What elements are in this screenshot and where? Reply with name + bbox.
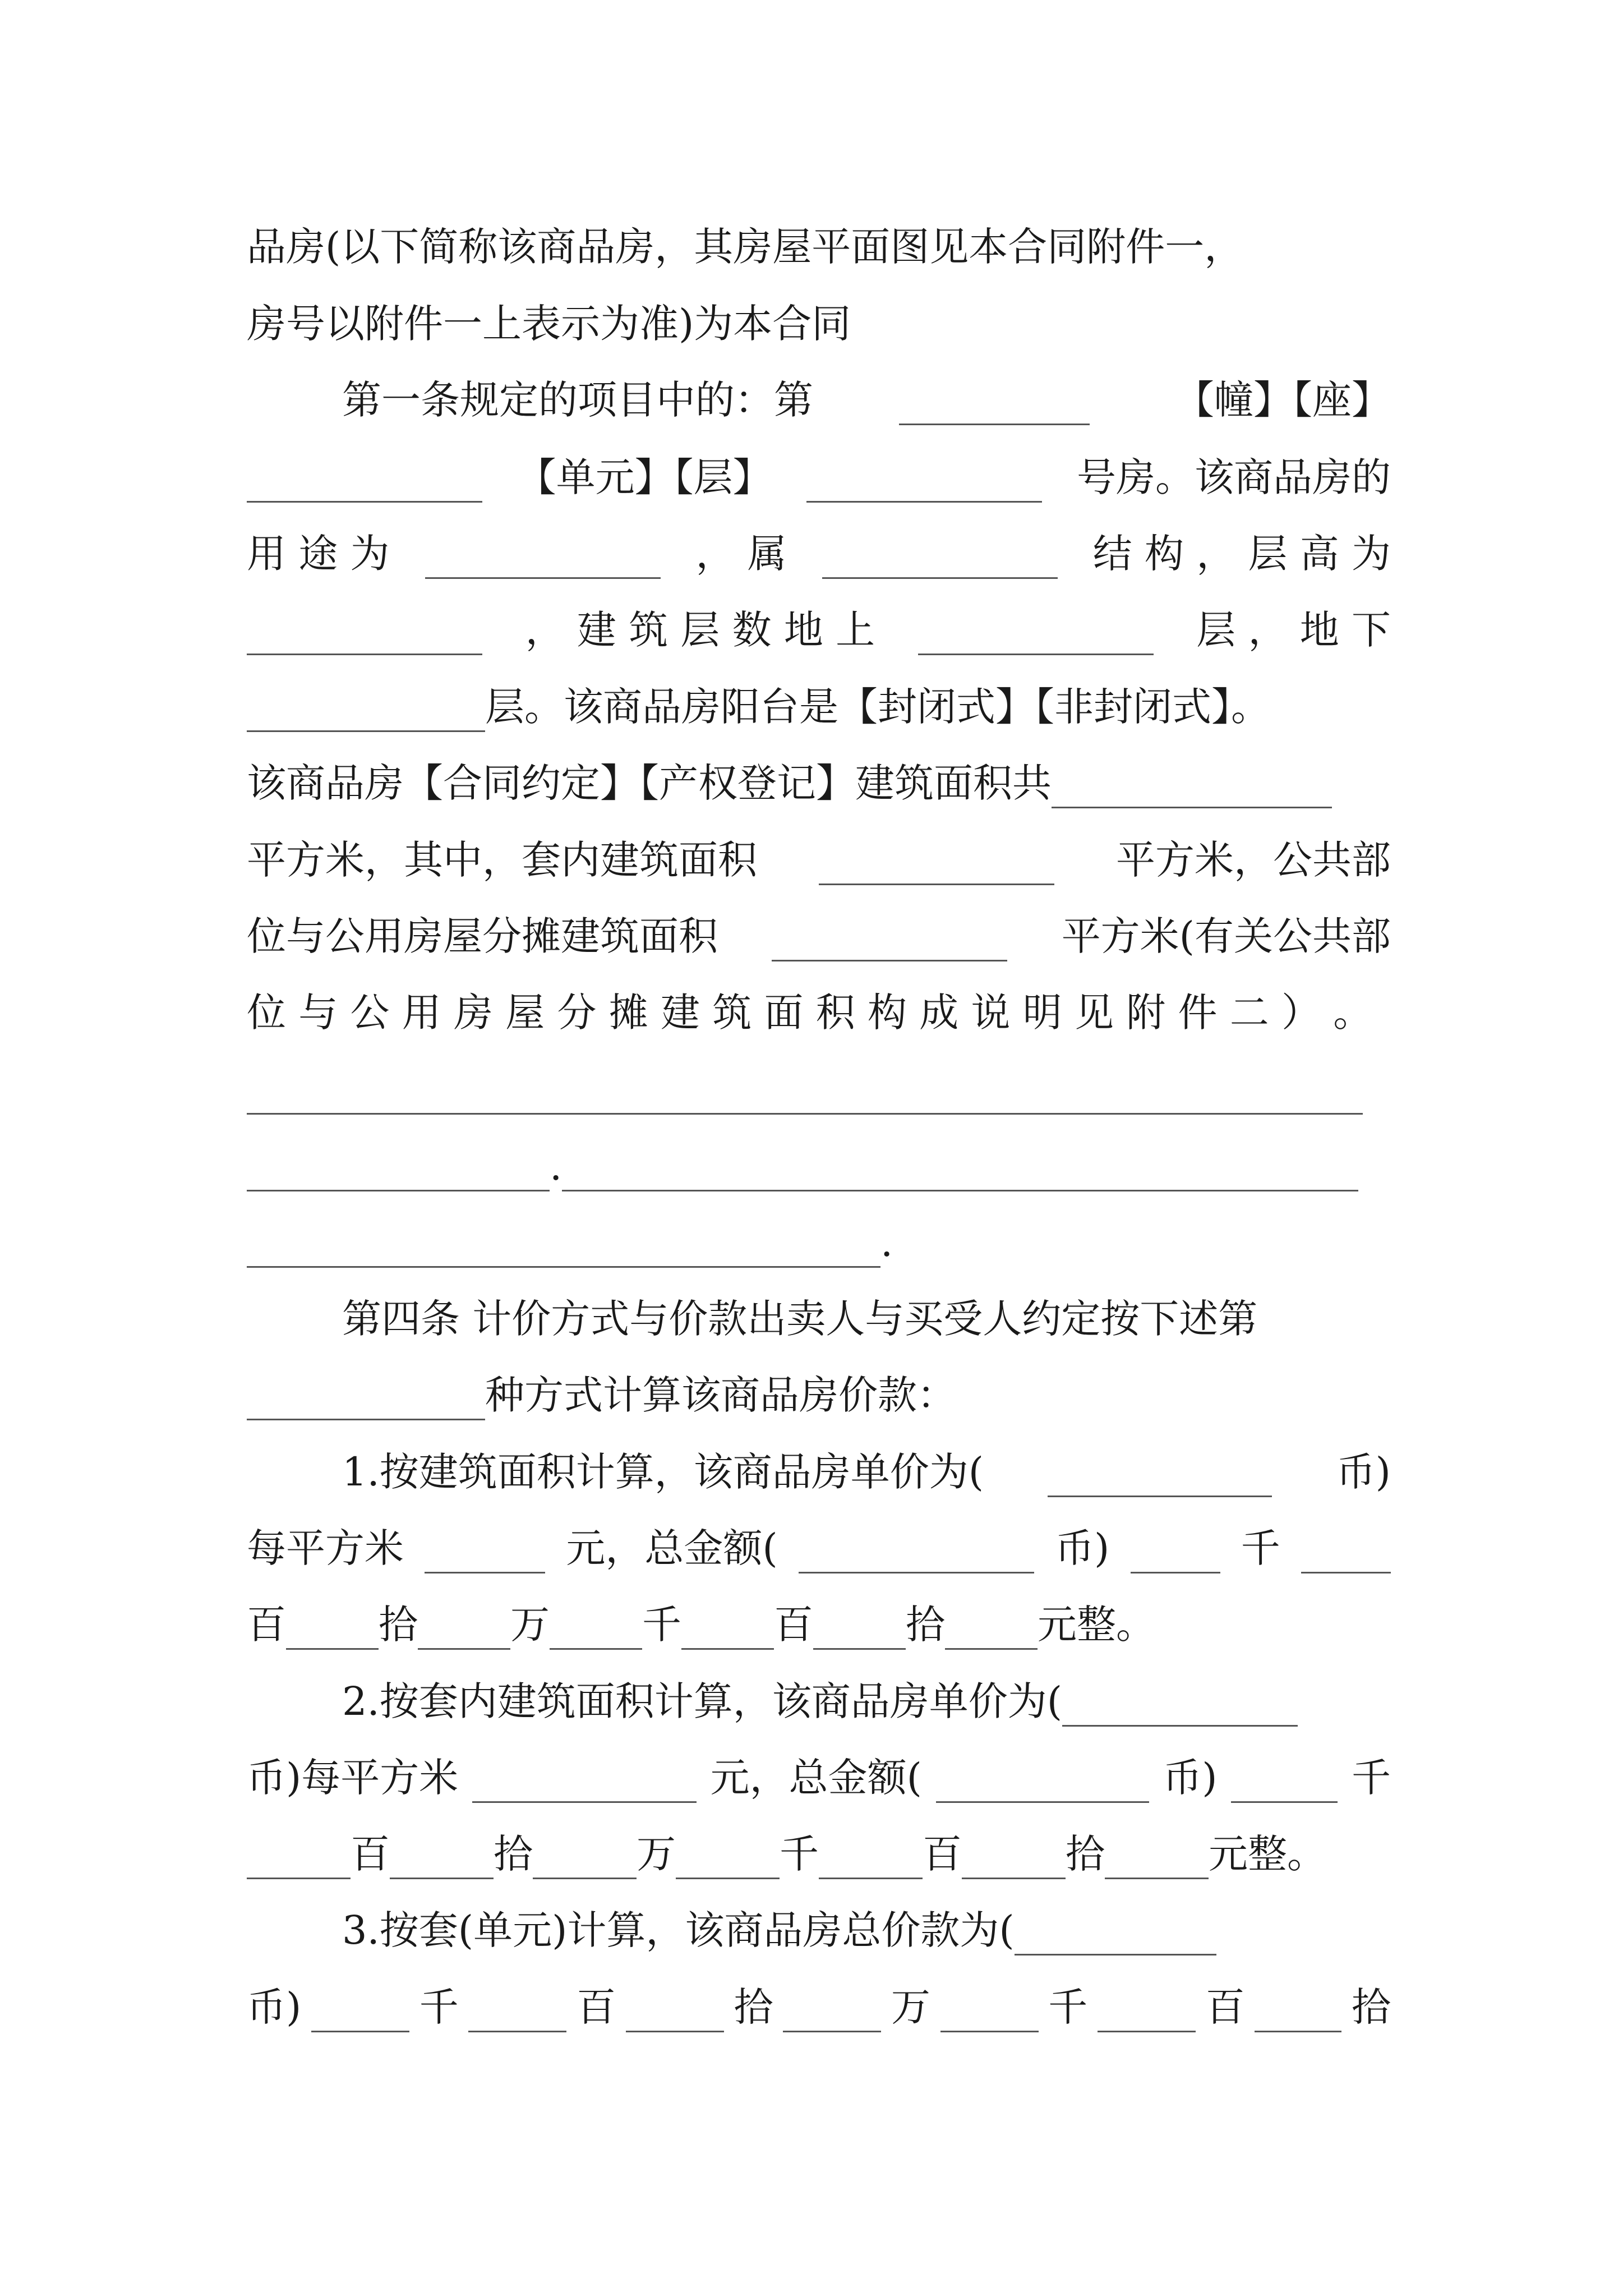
fill-blank[interactable] xyxy=(425,540,661,579)
fill-blank[interactable] xyxy=(550,1611,642,1650)
line-text: 元整。 xyxy=(1209,1831,1326,1877)
fill-blank[interactable] xyxy=(1131,1534,1220,1573)
line-text: 【单元】【层】 xyxy=(517,454,772,500)
fill-blank[interactable] xyxy=(247,1228,880,1268)
fill-blank[interactable] xyxy=(899,386,1090,425)
line-text: 百 xyxy=(923,1831,962,1877)
line-text: 平方米(有关公共部 xyxy=(1061,913,1391,959)
line-text: 位 与 公 用 房 屋 分 摊 建 筑 面 积 构 成 说 明 见 附 件 二 ） 。 xyxy=(247,990,1373,1036)
fill-blank[interactable] xyxy=(681,1611,774,1650)
fill-blank[interactable] xyxy=(468,1993,566,2032)
document-line xyxy=(247,1212,1391,1273)
fill-blank[interactable] xyxy=(819,1840,923,1879)
line-text: 币) xyxy=(1336,1449,1391,1495)
fill-blank[interactable] xyxy=(247,1840,351,1879)
line-text: 第四条 计价方式与价款出卖人与买受人约定按下述第 xyxy=(342,1296,1258,1342)
fill-blank[interactable] xyxy=(799,1534,1034,1573)
fill-blank[interactable] xyxy=(1015,1916,1216,1955)
line-text: 种方式计算该商品房价款： xyxy=(485,1372,956,1418)
line-text: 3.按套(单元)计算，该商品房总价款为( xyxy=(342,1907,1015,1953)
line-text: 元整。 xyxy=(1038,1602,1155,1648)
fill-blank[interactable] xyxy=(822,540,1058,579)
fill-blank[interactable] xyxy=(247,1381,485,1420)
line-text: 拾 xyxy=(379,1602,418,1648)
line-text: 万 xyxy=(510,1602,550,1648)
document-line xyxy=(247,1823,1391,1885)
line-text: 百 xyxy=(577,1984,616,2030)
fill-blank[interactable] xyxy=(626,1993,724,2032)
line-text: ， 建 筑 层 数 地 上 xyxy=(525,607,875,653)
line-text: 百 xyxy=(1205,1984,1245,2030)
line-text: 平方米，公共部 xyxy=(1116,837,1391,883)
line-text: 层。该商品房阳台是【封闭式】【非封闭式】。 xyxy=(485,684,1270,730)
fill-blank[interactable] xyxy=(247,1075,1363,1115)
fill-blank[interactable] xyxy=(940,1993,1039,2032)
line-text: 千 xyxy=(1048,1984,1088,2030)
line-text: 平方米，其中，套内建筑面积 xyxy=(247,837,757,883)
fill-blank[interactable] xyxy=(472,1764,697,1803)
document-line xyxy=(247,523,1391,585)
line-text: 千 xyxy=(1351,1755,1391,1801)
line-text: 元，总金额( xyxy=(566,1525,778,1571)
fill-blank[interactable] xyxy=(247,616,482,655)
line-text: 拾 xyxy=(1066,1831,1105,1877)
document-line xyxy=(247,1517,1391,1579)
fill-blank[interactable] xyxy=(247,1152,550,1191)
line-text: 元，总金额( xyxy=(710,1755,922,1801)
fill-blank[interactable] xyxy=(533,1840,637,1879)
fill-blank[interactable] xyxy=(1048,1458,1272,1497)
line-text: 币) xyxy=(1055,1525,1110,1571)
line-text: 【幢】【座】 xyxy=(1175,377,1391,423)
line-text: 结 构 ， 层 高 为 xyxy=(1092,531,1391,577)
document-line xyxy=(247,829,1391,891)
line-text: 千 xyxy=(780,1831,819,1877)
line-text: 品房(以下简称该商品房，其房屋平面图见本合同附件一， xyxy=(247,224,1244,270)
document-line xyxy=(247,216,1391,278)
document-line xyxy=(247,1899,1391,1961)
line-text: 币) xyxy=(247,1984,302,2030)
fill-blank[interactable] xyxy=(1255,1993,1341,2032)
fill-blank[interactable] xyxy=(562,1152,1358,1191)
line-text: 千 xyxy=(419,1984,459,2030)
fill-blank[interactable] xyxy=(676,1840,780,1879)
fill-blank[interactable] xyxy=(311,1993,409,2032)
line-text: . xyxy=(550,1143,562,1189)
line-text: ， 属 xyxy=(695,531,787,577)
line-text: 拾 xyxy=(734,1984,773,2030)
line-text: 每平方米 xyxy=(247,1525,404,1571)
line-text: 币)每平方米 xyxy=(247,1755,459,1801)
line-text: 房号以附件一上表示为准)为本合同 xyxy=(247,301,851,347)
fill-blank[interactable] xyxy=(813,1611,906,1650)
document-line xyxy=(247,1594,1391,1655)
fill-blank[interactable] xyxy=(772,922,1007,961)
document-line xyxy=(247,1135,1391,1197)
document-line xyxy=(247,1364,1391,1426)
document-line xyxy=(247,1441,1391,1503)
line-text: 位与公用房屋分摊建筑面积 xyxy=(247,913,718,959)
document-line xyxy=(247,293,1391,355)
document-line xyxy=(247,1747,1391,1809)
line-text: 千 xyxy=(642,1602,681,1648)
document-line xyxy=(247,676,1391,738)
line-text: 万 xyxy=(891,1984,930,2030)
line-text: 号房。该商品房的 xyxy=(1076,454,1391,500)
fill-blank[interactable] xyxy=(1231,1764,1338,1803)
line-text: 用 途 为 xyxy=(247,531,390,577)
fill-blank[interactable] xyxy=(1062,1687,1298,1727)
line-text: 百 xyxy=(351,1831,390,1877)
document-line xyxy=(247,1976,1391,2038)
fill-blank[interactable] xyxy=(1098,1993,1196,2032)
fill-blank[interactable] xyxy=(783,1993,881,2032)
document-line xyxy=(247,1059,1391,1120)
fill-blank[interactable] xyxy=(819,846,1054,885)
document-line xyxy=(247,1671,1391,1732)
fill-blank[interactable] xyxy=(962,1840,1066,1879)
line-text: 第一条规定的项目中的：第 xyxy=(342,377,813,423)
line-text: 拾 xyxy=(906,1602,945,1648)
line-text: 1.按建筑面积计算，该商品房单价为( xyxy=(342,1449,984,1495)
line-text: 千 xyxy=(1241,1525,1280,1571)
fill-blank[interactable] xyxy=(390,1840,494,1879)
document-line xyxy=(247,752,1391,814)
document-line xyxy=(247,447,1391,508)
fill-blank[interactable] xyxy=(286,1611,379,1650)
line-text: 拾 xyxy=(494,1831,533,1877)
line-text: 百 xyxy=(247,1602,286,1648)
fill-blank[interactable] xyxy=(1105,1840,1209,1879)
line-text: 百 xyxy=(774,1602,813,1648)
line-text: 层 ， 地 下 xyxy=(1196,607,1391,653)
document-line xyxy=(247,982,1391,1043)
fill-blank[interactable] xyxy=(1052,769,1332,808)
fill-blank[interactable] xyxy=(918,616,1154,655)
line-text: 拾 xyxy=(1351,1984,1391,2030)
line-text: 万 xyxy=(637,1831,676,1877)
line-text: . xyxy=(880,1220,893,1266)
fill-blank[interactable] xyxy=(1301,1534,1391,1573)
line-text: 币) xyxy=(1163,1755,1218,1801)
section-heading-line xyxy=(247,1288,1391,1350)
fill-blank[interactable] xyxy=(936,1764,1149,1803)
fill-blank[interactable] xyxy=(418,1611,510,1650)
fill-blank[interactable] xyxy=(806,463,1042,503)
fill-blank[interactable] xyxy=(247,463,482,503)
line-text: 2.按套内建筑面积计算，该商品房单价为( xyxy=(342,1678,1063,1724)
document-line xyxy=(247,599,1391,661)
fill-blank[interactable] xyxy=(247,693,485,732)
document-line xyxy=(247,905,1391,967)
line-text: 该商品房【合同约定】【产权登记】建筑面积共 xyxy=(247,760,1052,806)
fill-blank[interactable] xyxy=(425,1534,545,1573)
fill-blank[interactable] xyxy=(945,1611,1038,1650)
document-line xyxy=(247,369,1391,431)
